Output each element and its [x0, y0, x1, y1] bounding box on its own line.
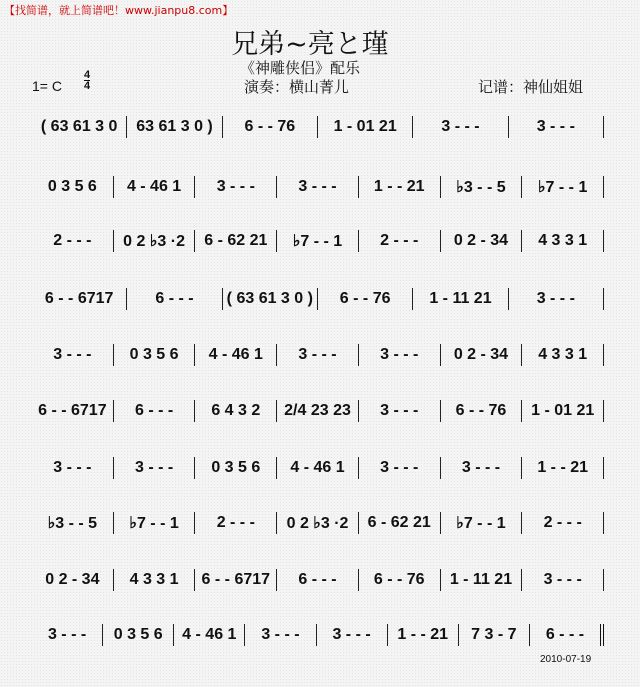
measure: 6 - - -: [127, 288, 222, 310]
measure: 4 - 46 1: [174, 624, 245, 646]
measure: 0 3 5 6: [195, 457, 277, 479]
measure: 6 - - -: [277, 569, 359, 591]
measure: 6 - - 76: [318, 288, 413, 310]
measure: 0 2 - 34: [441, 344, 523, 366]
measure: 6 - 62 21: [359, 512, 441, 534]
score-line: [32, 400, 604, 422]
measure: ♭3 - - 5: [441, 176, 523, 198]
measure: ♭7 - - 1: [522, 176, 604, 198]
measure: 1 - 01 21: [318, 116, 413, 138]
measure: 1 - - 21: [522, 457, 604, 479]
measure: 3 - - -: [509, 116, 604, 138]
score-line: [32, 288, 604, 310]
measure: 0 2 ♭3 ·2: [114, 230, 196, 252]
measure: 4 - 46 1: [277, 457, 359, 479]
measure: ( 63 61 3 0: [32, 116, 127, 138]
measure: 1 - 11 21: [441, 569, 523, 591]
score-line: [32, 176, 604, 198]
measure: 6 - - 6717: [32, 288, 127, 310]
song-title-text: 兄弟~亮と瑾: [231, 29, 389, 60]
time-signature-bottom: 4: [84, 80, 91, 92]
measure: 3 - - -: [359, 344, 441, 366]
score-line: [32, 624, 604, 646]
measure: 6 - - -: [530, 624, 604, 646]
measure: 3 - - -: [509, 288, 604, 310]
measure: 4 3 3 1: [522, 230, 604, 252]
measure: ♭7 - - 1: [277, 230, 359, 252]
measure: 3 - - -: [413, 116, 508, 138]
measure: 4 3 3 1: [114, 569, 196, 591]
measure: 3 - - -: [32, 344, 114, 366]
measure: 6 - 62 21: [195, 230, 277, 252]
measure: 6 - - 76: [359, 569, 441, 591]
measure: 6 4 3 2: [195, 400, 277, 422]
performer: 演奏：横山菁儿: [244, 78, 350, 96]
measure: 3 - - -: [195, 176, 277, 198]
key-signature: 1= C: [32, 78, 62, 94]
measure: 3 - - -: [32, 457, 114, 479]
measure: 6 - - -: [114, 400, 196, 422]
measure: 3 - - -: [114, 457, 196, 479]
measure: 2 - - -: [522, 512, 604, 534]
measure: 0 3 5 6: [32, 176, 114, 198]
measure: 6 - - 76: [441, 400, 523, 422]
transcriber: 记谱：神仙姐姐: [478, 78, 584, 96]
measure: ♭7 - - 1: [441, 512, 523, 534]
measure: 2/4 23 23: [277, 400, 359, 422]
measure: 3 - - -: [245, 624, 316, 646]
measure: ♭7 - - 1: [114, 512, 196, 534]
score-line: [32, 457, 604, 479]
measure: 3 - - -: [277, 344, 359, 366]
measure: 3 - - -: [277, 176, 359, 198]
song-subtitle: 《神雕侠侣》配乐: [240, 59, 361, 77]
measure: 1 - 11 21: [413, 288, 508, 310]
measure: 0 3 5 6: [114, 344, 196, 366]
time-signature-top: 4: [84, 69, 91, 81]
measure: 6 - - 6717: [32, 400, 114, 422]
score-line: [32, 344, 604, 366]
measure: ( 63 61 3 0 ): [223, 288, 318, 310]
measure: 4 - 46 1: [195, 344, 277, 366]
measure: 2 - - -: [195, 512, 277, 534]
measure: 2 - - -: [359, 230, 441, 252]
time-signature: [84, 70, 90, 91]
measure: 0 2 ♭3 ·2: [277, 512, 359, 534]
measure: 1 - - 21: [388, 624, 459, 646]
measure: 63 61 3 0 ): [127, 116, 222, 138]
measure: 0 2 - 34: [441, 230, 523, 252]
measure: 4 3 3 1: [522, 344, 604, 366]
score-line: [32, 230, 604, 252]
measure: 3 - - -: [359, 457, 441, 479]
score-line: [32, 512, 604, 534]
measure: 6 - - 6717: [195, 569, 277, 591]
site-banner[interactable]: 【找简谱，就上简谱吧！www.jianpu8.com】: [4, 4, 234, 17]
measure: 6 - - 76: [223, 116, 318, 138]
score-line: [32, 569, 604, 591]
measure: 3 - - -: [317, 624, 388, 646]
measure: 3 - - -: [359, 400, 441, 422]
measure: 1 - - 21: [359, 176, 441, 198]
measure: 3 - - -: [32, 624, 103, 646]
date: 2010-07-19: [540, 654, 592, 665]
measure: ♭3 - - 5: [32, 512, 114, 534]
measure: 0 3 5 6: [103, 624, 174, 646]
measure: 2 - - -: [32, 230, 114, 252]
measure: 4 - 46 1: [114, 176, 196, 198]
measure: 3 - - -: [441, 457, 523, 479]
measure: 1 - 01 21: [522, 400, 604, 422]
song-title: [0, 22, 640, 61]
measure: 7 3 - 7: [459, 624, 530, 646]
measure: 3 - - -: [522, 569, 604, 591]
measure: 0 2 - 34: [32, 569, 114, 591]
score-line: [32, 116, 604, 138]
